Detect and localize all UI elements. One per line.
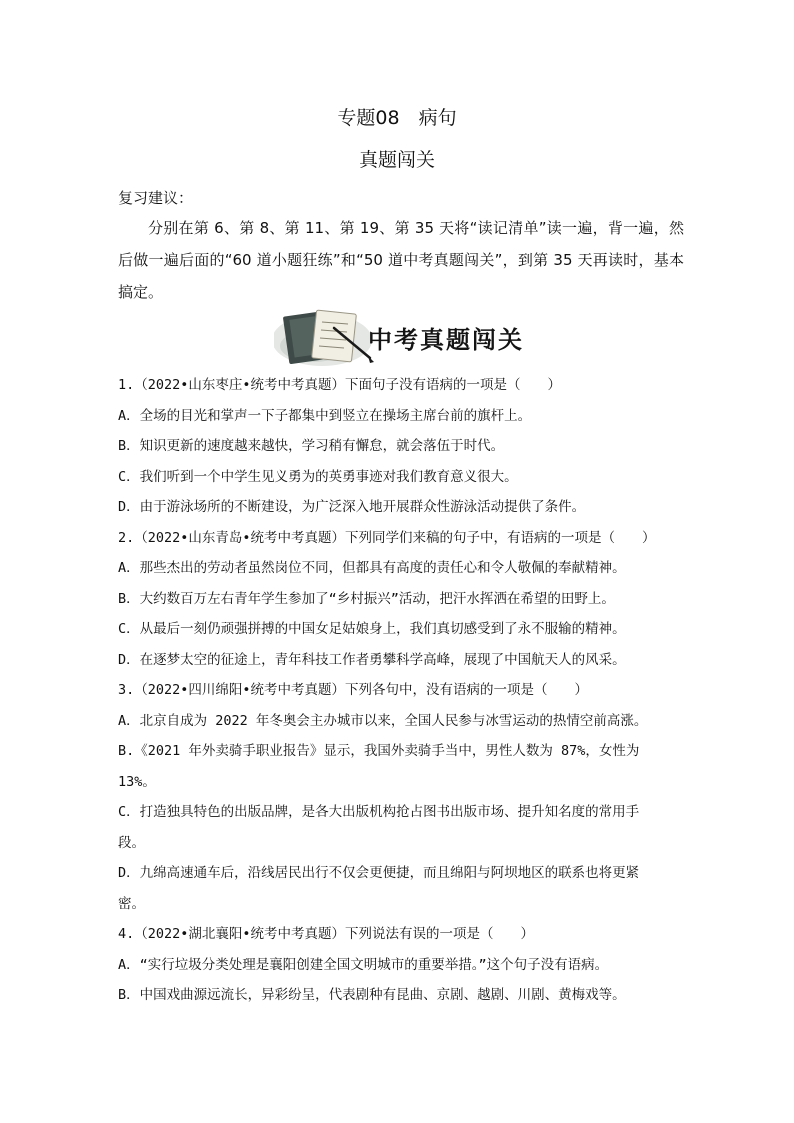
question-1-option-b: B．知识更新的速度越来越快，学习稍有懈怠，就会落伍于时代。 bbox=[118, 438, 505, 454]
question-2-option-c: C．从最后一刻仍顽强拼搏的中国女足姑娘身上，我们真切感受到了永不服输的精神。 bbox=[118, 621, 626, 637]
question-3-option-b: B.《2021 年外卖骑手职业报告》显示，我国外卖骑手当中，男性人数为 87%，女性为 13%。 bbox=[118, 743, 640, 790]
advice-paragraph: 分别在第 6、第 8、第 11、第 19、第 35 天将“读记清单”读一遍，背一遍，然后做一遍后面的“60 道小题狂练”和“50 道中考真题闯关”，到第 35 天再读时，基本搞定。 bbox=[118, 219, 684, 301]
question-3-option-a: A．北京自成为 2022 年冬奥会主办城市以来，全国人民参与冰雪运动的热情空前高涨。 bbox=[118, 712, 648, 729]
question-4-stem: 4.（2022•湖北襄阳•统考中考真题）下列说法有误的一项是（ ） bbox=[118, 926, 535, 942]
question-3-option-d: D．九绵高速通车后，沿线居民出行不仅会更便捷，而且绵阳与阿坝地区的联系也将更紧密。 bbox=[118, 865, 640, 912]
section-banner bbox=[274, 306, 524, 370]
page-subtitle: 真题闯关 bbox=[358, 149, 435, 171]
question-2-option-a: A．那些杰出的劳动者虽然岗位不同，但都具有高度的责任心和令人敬佩的奉献精神。 bbox=[118, 560, 626, 576]
question-2-option-b: B．大约数百万左右青年学生参加了“乡村振兴”活动，把汗水挥洒在希望的田野上。 bbox=[118, 590, 615, 607]
question-1-option-a: A．全场的目光和掌声一下子都集中到竖立在操场主席台前的旗杆上。 bbox=[118, 407, 532, 424]
question-1-option-c: C．我们听到一个中学生见义勇为的英勇事迹对我们教育意义很大。 bbox=[118, 468, 518, 485]
page-title: 专题08 病句 bbox=[337, 107, 457, 129]
question-3-option-c: C．打造独具特色的出版品牌，是各大出版机构抢占图书出版市场、提升知名度的常用手段。 bbox=[118, 804, 640, 851]
question-1-option-d: D．由于游泳场所的不断建设，为广泛深入地开展群众性游泳活动提供了条件。 bbox=[118, 499, 586, 515]
banner-title: 中考真题闯关 bbox=[368, 325, 524, 354]
question-1-stem: 1.（2022•山东枣庄•统考中考真题）下面句子没有语病的一项是（ ） bbox=[118, 377, 562, 393]
question-list bbox=[118, 370, 684, 1011]
advice-heading: 复习建议： bbox=[118, 189, 194, 207]
question-2-option-d: D．在逐梦太空的征途上，青年科技工作者勇攀科学高峰，展现了中国航天人的风采。 bbox=[118, 651, 626, 668]
question-2-stem: 2.（2022•山东青岛•统考中考真题）下列同学们来稿的句子中，有语病的一项是（ ） bbox=[118, 529, 656, 546]
question-4-option-a: A．“实行垃圾分类处理是襄阳创建全国文明城市的重要举措。”这个句子没有语病。 bbox=[118, 956, 609, 973]
question-4-option-b: B．中国戏曲源远流长，异彩纷呈，代表剧种有昆曲、京剧、越剧、川剧、黄梅戏等。 bbox=[118, 987, 626, 1003]
question-3-stem: 3.（2022•四川绵阳•统考中考真题）下列各句中，没有语病的一项是（ ） bbox=[118, 682, 589, 698]
